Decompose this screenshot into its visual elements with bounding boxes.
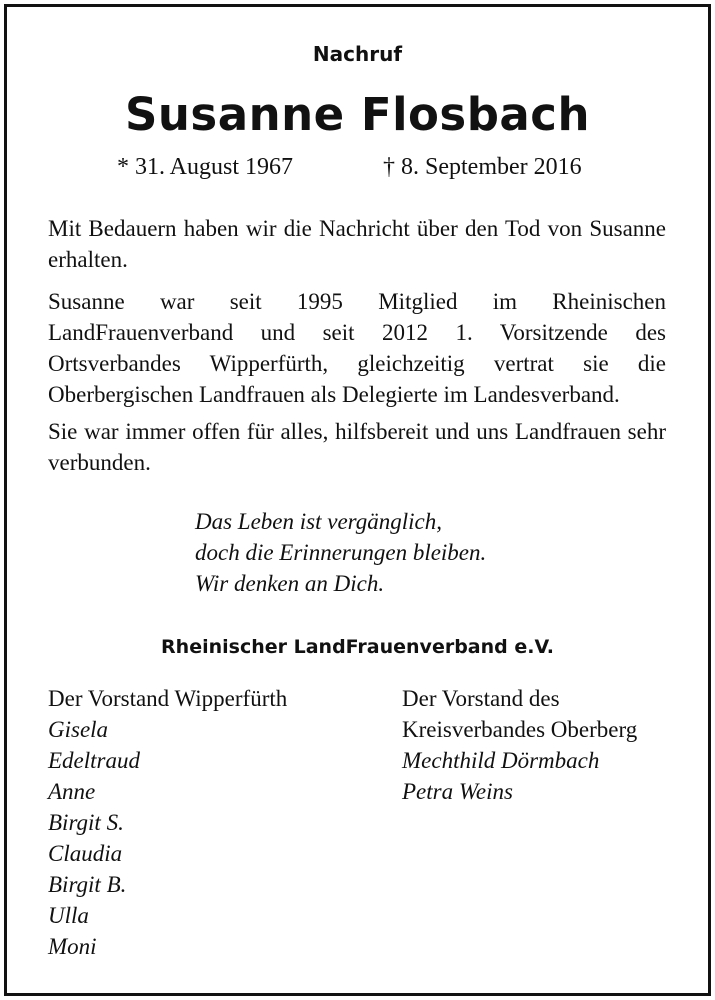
right-signatures: [402, 683, 637, 807]
signature-name: Anne: [48, 779, 96, 804]
paragraph-condolence: Mit Bedauern haben wir die Nachricht über den Tod von Susanne erhalten.: [48, 216, 666, 272]
quote-line: Das Leben ist vergänglich,: [195, 509, 443, 534]
signature-name: Edeltraud: [48, 748, 140, 773]
paragraph-biography: Susanne war seit 1995 Mitglied im Rheinischen LandFrauenverband und seit 2012 1. Vorsitzende des Ortsverbandes Wipperfürth, gleichzeitig vertrat sie die Oberbergischen Landfrauen als Delegierte im Landesverband.: [48, 289, 666, 407]
signature-name: Ulla: [48, 903, 89, 928]
left-signatures: [48, 683, 287, 962]
memorial-quote: [195, 506, 486, 599]
signature-name: Birgit B.: [48, 872, 127, 897]
deceased-name: Susanne Flosbach: [124, 88, 590, 141]
left-column-heading: Der Vorstand Wipperfürth: [48, 686, 288, 711]
right-column-heading-line: Der Vorstand des: [402, 686, 560, 711]
birth-date: * 31. August 1967: [117, 154, 294, 180]
right-column-heading-line: Kreisverbandes Oberberg: [402, 717, 638, 742]
signature-name: Petra Weins: [402, 779, 513, 804]
organization-name: Rheinischer LandFrauenverband e.V.: [161, 636, 554, 658]
signature-name: Moni: [48, 934, 97, 959]
notice-label: Nachruf: [312, 42, 403, 66]
quote-line: doch die Erinnerungen bleiben.: [195, 540, 487, 565]
signature-name: Gisela: [48, 717, 109, 742]
death-date: † 8. September 2016: [383, 154, 582, 180]
signature-name: Birgit S.: [48, 810, 124, 835]
signature-name: Claudia: [48, 841, 123, 866]
quote-line: Wir denken an Dich.: [195, 571, 385, 596]
paragraph-tribute: Sie war immer offen für alles, hilfsbereit und uns Landfrauen sehr verbunden.: [48, 419, 666, 475]
signature-name: Mechthild Dörmbach: [402, 748, 600, 773]
